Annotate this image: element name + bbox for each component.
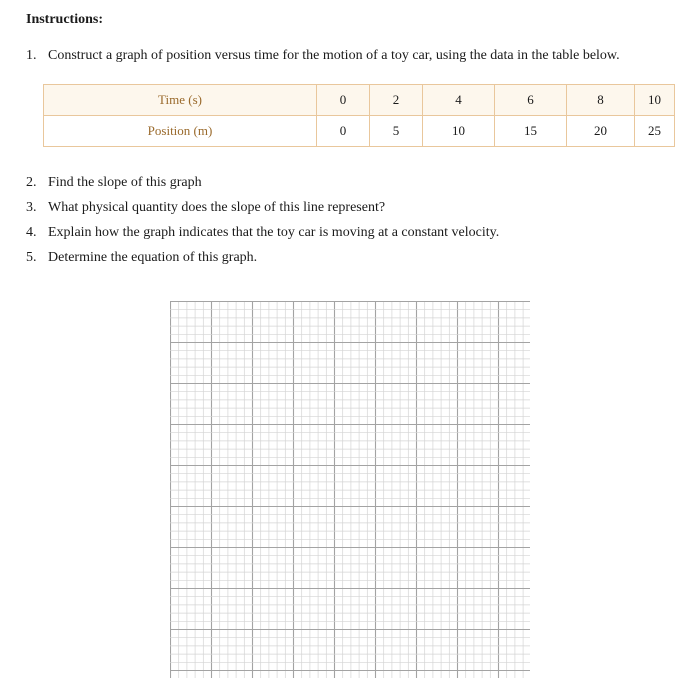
item-text: Explain how the graph indicates that the toy car is moving at a constant velocity.: [48, 225, 500, 240]
table-cell: 25: [635, 116, 675, 147]
instruction-item-3: [26, 200, 385, 216]
table-row-label: Time (s): [44, 85, 317, 116]
table-cell: 8: [567, 85, 635, 116]
data-table: [43, 84, 675, 147]
table-cell: 0: [317, 85, 370, 116]
item-number: 4.: [26, 225, 37, 240]
table-cell: 10: [423, 116, 495, 147]
item-number: 2.: [26, 175, 37, 190]
table-cell: 2: [370, 85, 423, 116]
table-cell: 20: [567, 116, 635, 147]
instruction-item-1: [26, 48, 620, 64]
table-cell: 15: [495, 116, 567, 147]
item-text: What physical quantity does the slope of this line represent?: [48, 200, 386, 215]
instruction-item-2: [26, 175, 202, 191]
table-cell: 0: [317, 116, 370, 147]
table-row-time: [44, 85, 675, 116]
instructions-heading: Instructions:: [26, 12, 104, 27]
item-text: Find the slope of this graph: [48, 175, 202, 190]
graph-grid: [170, 301, 530, 678]
item-text: Determine the equation of this graph.: [48, 250, 258, 265]
table-row-label: Position (m): [44, 116, 317, 147]
item-number: 3.: [26, 200, 37, 215]
table-cell: 5: [370, 116, 423, 147]
table-cell: 6: [495, 85, 567, 116]
item-number: 1.: [26, 48, 37, 63]
instruction-item-4: [26, 225, 499, 241]
table-cell: 4: [423, 85, 495, 116]
item-number: 5.: [26, 250, 37, 265]
item-text: Construct a graph of position versus time for the motion of a toy car, using the data in the table below.: [48, 48, 620, 63]
table-row-position: [44, 116, 675, 147]
graph-paper: [170, 301, 530, 683]
instruction-item-5: [26, 250, 257, 266]
table-cell: 10: [635, 85, 675, 116]
